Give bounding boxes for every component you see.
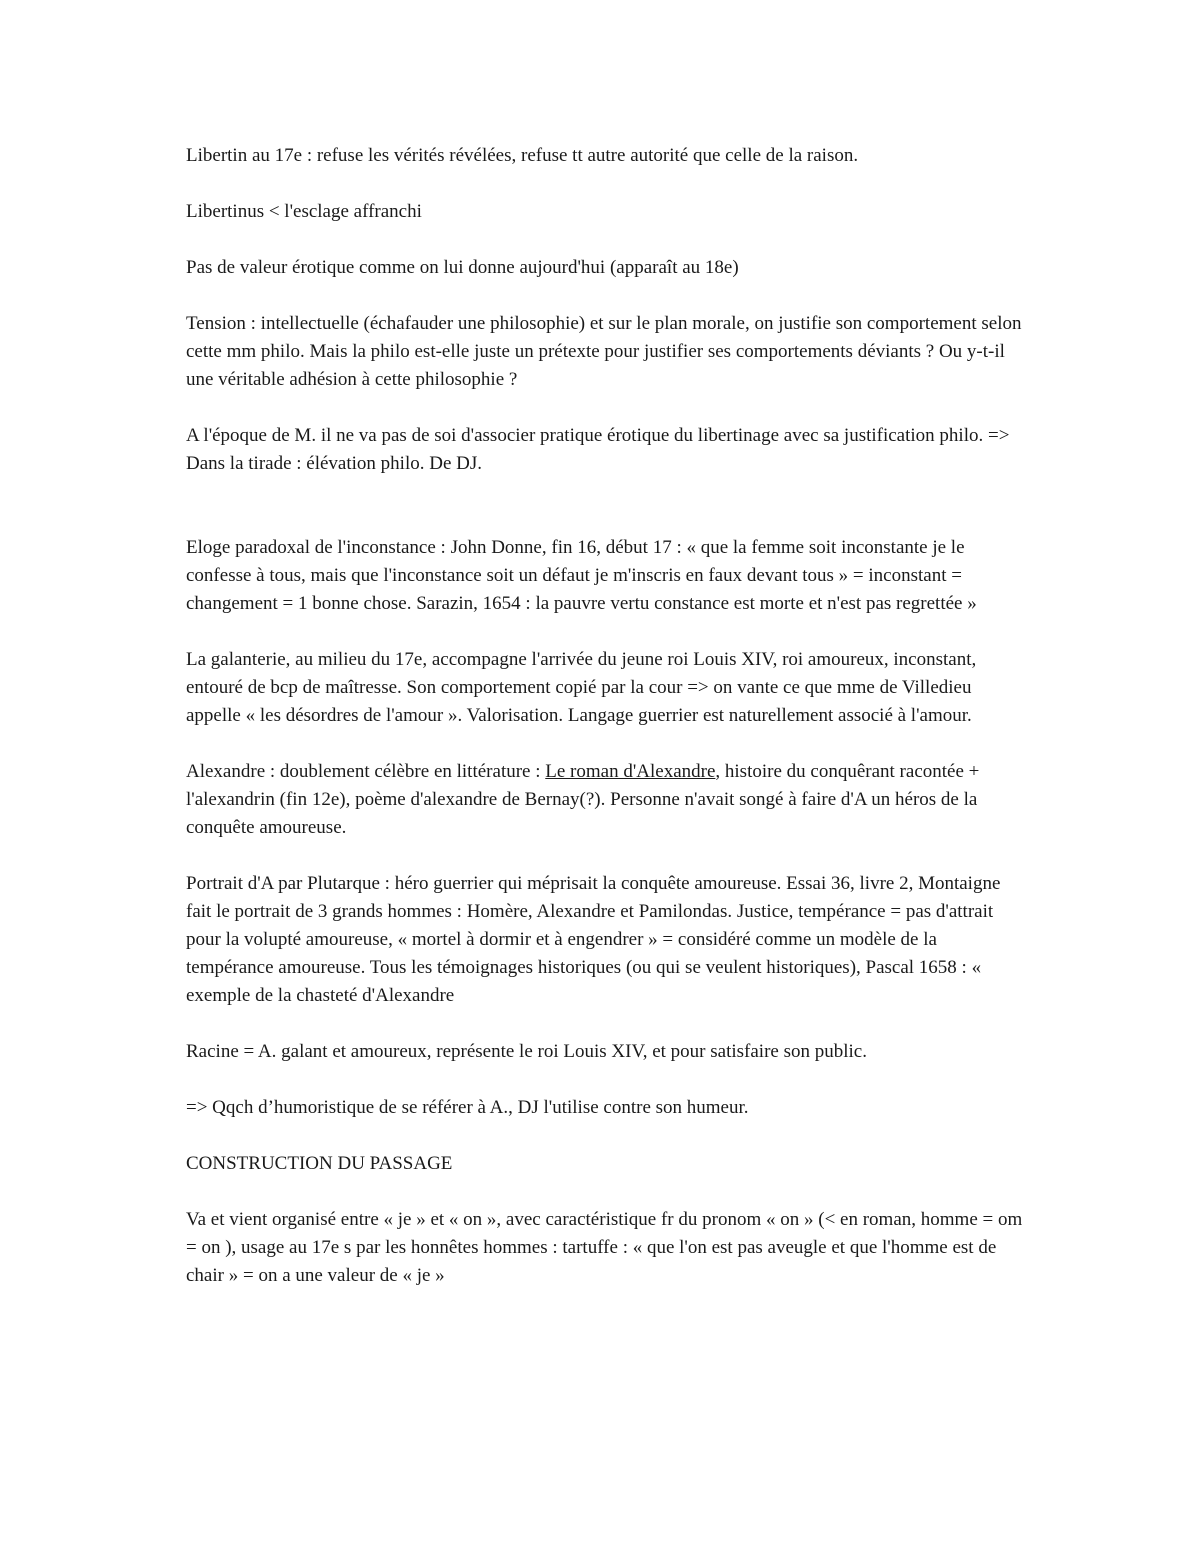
paragraph-tension: Tension : intellectuelle (échafauder une philosophie) et sur le plan morale, on justifie son comportement selon cette mm philo. Mais la philo est-elle juste un prétexte pour justifier ses comportements déviants ? Ou y-t-il une véritable adhésion à cette philosophie ? (186, 313, 1022, 390)
paragraph-racine: Racine = A. galant et amoureux, représente le roi Louis XIV, et pour satisfaire son public. (186, 1041, 867, 1062)
paragraph-portrait-plutarque: Portrait d'A par Plutarque : héro guerrier qui méprisait la conquête amoureuse. Essai 36, livre 2, Montaigne fait le portrait de 3 grands hommes : Homère, Alexandre et Pamilondas. Justice, tempérance = pas d'attrait pour la volupté amoureuse, « mortel à dormir et à engendrer » = considéré comme un modèle de la tempérance amoureuse. Tous les témoignages historiques (ou qui se veulent historiques), Pascal 1658 : « exemple de la chasteté d'Alexandre (186, 873, 1001, 1006)
paragraph-libertin-definition: Libertin au 17e : refuse les vérités révélées, refuse tt autre autorité que celle de la raison. (186, 145, 859, 166)
section-heading-construction: CONSTRUCTION DU PASSAGE (186, 1153, 453, 1174)
paragraph-galanterie: La galanterie, au milieu du 17e, accompagne l'arrivée du jeune roi Louis XIV, roi amoureux, inconstant, entouré de bcp de maîtresse. Son comportement copié par la cour => on vante ce que mme de Villedieu appelle « les désordres de l'amour ». Valorisation. Langage guerrier est naturellement associé à l'amour. (186, 649, 977, 726)
paragraph-erotic-value: Pas de valeur érotique comme on lui donne aujourd'hui (apparaît au 18e) (186, 257, 739, 278)
paragraph-alexandre-intro: Alexandre : doublement célèbre en littérature : (186, 761, 546, 782)
paragraph-eloge-inconstance: Eloge paradoxal de l'inconstance : John Donne, fin 16, début 17 : « que la femme soit inconstante je le confesse à tous, mais que l'inconstance soit un défaut je m'inscris en faux devant tous » = inconstant = changement = 1 bonne chose. Sarazin, 1654 : la pauvre vertu constance est morte et n'est pas regrettée » (186, 537, 977, 614)
document-body (186, 142, 1026, 1318)
paragraph-libertinus-etymology: Libertinus < l'esclage affranchi (186, 201, 422, 222)
paragraph-epoque-moliere: A l'époque de M. il ne va pas de soi d'associer pratique érotique du libertinage avec sa justification philo. => Dans la tirade : élévation philo. De DJ. (186, 425, 1010, 474)
paragraph-alexandre-rest: , histoire du conquêrant racontée + l'alexandrin (fin 12e), poème d'alexandre de Bernay(?). Personne n'avait songé à faire d'A un héros de la conquête amoureuse. (186, 761, 980, 838)
book-title-roman-alexandre: Le roman d'Alexandre (545, 761, 716, 782)
paragraph-alexandre (186, 758, 1026, 842)
paragraph-va-et-vient: Va et vient organisé entre « je » et « on », avec caractéristique fr du pronom « on » (< en roman, homme = om = on ), usage au 17e s par les honnêtes hommes : tartuffe : « que l'on est pas aveugle et que l'homme est de chair » = on a une valeur de « je » (186, 1209, 1023, 1286)
paragraph-humoristique: => Qqch d’humoristique de se référer à A., DJ l'utilise contre son humeur. (186, 1097, 749, 1118)
